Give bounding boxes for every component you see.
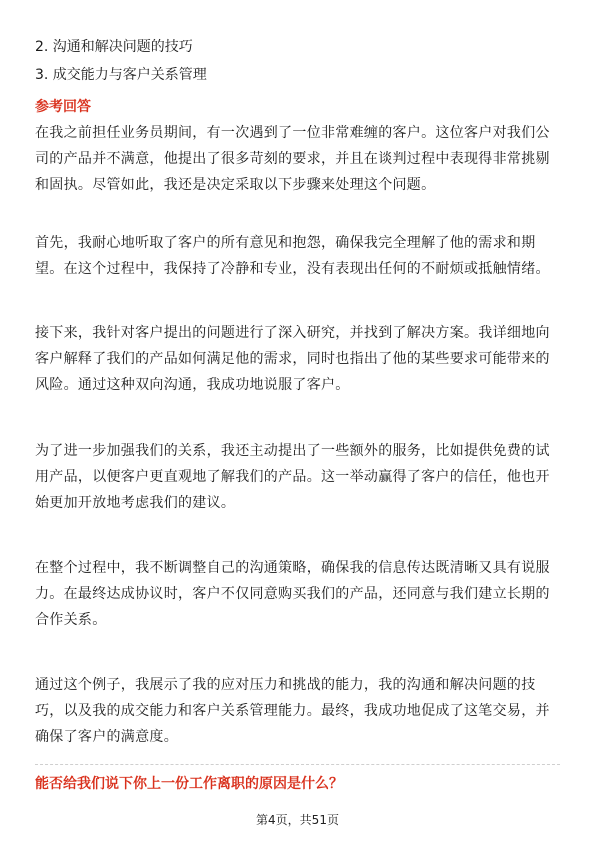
paragraph-line: 通过这个例子，我展示了我的应对压力和挑战的能力，我的沟通和解决问题的技 (35, 677, 536, 693)
section-divider (35, 764, 560, 765)
paragraph-1 (35, 120, 561, 198)
next-question-heading: 能否给我们说下你上一份工作离职的原因是什么？ (35, 776, 343, 792)
paragraph-line: 司的产品并不满意，他提出了很多苛刻的要求，并且在谈判过程中表现得非常挑剔 (35, 151, 550, 167)
paragraph-2 (35, 230, 561, 282)
paragraph-line: 首先，我耐心地听取了客户的所有意见和抱怨，确保我完全理解了他的需求和期 (35, 235, 536, 251)
paragraph-line: 确保了客户的满意度。 (35, 729, 178, 745)
paragraph-line: 和固执。尽管如此，我还是决定采取以下步骤来处理这个问题。 (35, 177, 436, 193)
paragraph-line: 在整个过程中，我不断调整自己的沟通策略，确保我的信息传达既清晰又具有说服 (35, 560, 550, 576)
paragraph-line: 在我之前担任业务员期间，有一次遇到了一位非常难缠的客户。这位客户对我们公 (35, 125, 550, 141)
page-footer: 第4页，共51页 (256, 813, 339, 827)
paragraph-5 (35, 555, 561, 633)
paragraph-line: 合作关系。 (35, 612, 107, 628)
paragraph-3 (35, 320, 561, 398)
list-item-closing: 3. 成交能力与客户关系管理 (35, 67, 207, 83)
paragraph-line: 力。在最终达成协议时，客户不仅同意购买我们的产品，还同意与我们建立长期的 (35, 586, 550, 602)
paragraph-4 (35, 438, 561, 516)
paragraph-line: 始更加开放地考虑我们的建议。 (35, 495, 236, 511)
list-item-communication: 2. 沟通和解决问题的技巧 (35, 39, 193, 55)
paragraph-line: 用产品，以便客户更直观地了解我们的产品。这一举动赢得了客户的信任，他也开 (35, 469, 550, 485)
paragraph-line: 巧，以及我的成交能力和客户关系管理能力。最终，我成功地促成了这笔交易，并 (35, 703, 550, 719)
paragraph-6 (35, 672, 561, 750)
paragraph-line: 望。在这个过程中，我保持了冷静和专业，没有表现出任何的不耐烦或抵触情绪。 (35, 261, 550, 277)
paragraph-line: 为了进一步加强我们的关系，我还主动提出了一些额外的服务，比如提供免费的试 (35, 443, 550, 459)
paragraph-line: 风险。通过这种双向沟通，我成功地说服了客户。 (35, 377, 350, 393)
paragraph-line: 客户解释了我们的产品如何满足他的需求，同时也指出了他的某些要求可能带来的 (35, 351, 550, 367)
answer-heading: 参考回答 (35, 99, 91, 115)
paragraph-line: 接下来，我针对客户提出的问题进行了深入研究，并找到了解决方案。我详细地向 (35, 325, 550, 341)
